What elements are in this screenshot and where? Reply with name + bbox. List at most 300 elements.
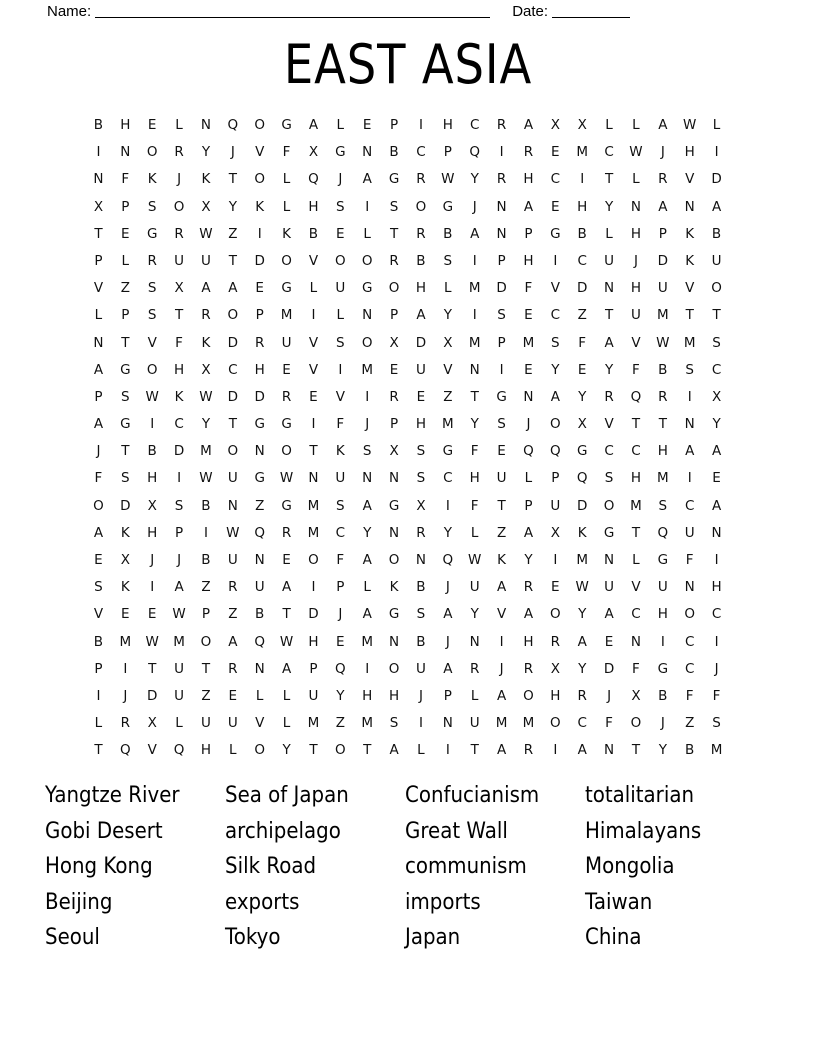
grid-letter[interactable]: X (201, 361, 211, 378)
grid-letter[interactable]: Z (201, 579, 211, 596)
grid-letter[interactable]: Q (227, 117, 239, 133)
grid-letter[interactable]: X (93, 198, 104, 215)
grid-letter[interactable]: B (389, 144, 399, 161)
grid-letter[interactable]: E (604, 633, 614, 650)
grid-letter[interactable]: S (336, 198, 345, 215)
grid-letter[interactable]: L (336, 117, 345, 133)
grid-letter[interactable]: G (281, 497, 292, 514)
grid-letter[interactable]: A (174, 579, 184, 596)
grid-letter[interactable]: O (334, 252, 346, 269)
grid-letter[interactable]: T (282, 606, 291, 623)
grid-letter[interactable]: P (658, 225, 667, 242)
grid-letter[interactable]: V (147, 334, 157, 351)
grid-letter[interactable]: G (388, 497, 400, 514)
grid-letter[interactable]: M (173, 633, 185, 650)
grid-letter[interactable]: T (658, 416, 667, 433)
grid-letter[interactable]: I (365, 660, 370, 677)
grid-letter[interactable]: V (685, 280, 695, 297)
grid-letter[interactable]: U (684, 524, 695, 541)
grid-letter[interactable]: E (551, 579, 560, 596)
grid-letter[interactable]: R (658, 388, 668, 405)
grid-letter[interactable]: Z (335, 715, 345, 732)
grid-letter[interactable]: U (469, 579, 480, 596)
grid-letter[interactable]: Y (363, 524, 372, 541)
grid-letter[interactable]: T (470, 388, 479, 405)
grid-letter[interactable]: G (442, 198, 454, 215)
grid-letter[interactable]: M (576, 144, 589, 161)
grid-letter[interactable]: T (228, 252, 237, 269)
grid-letter[interactable]: F (94, 470, 103, 487)
grid-letter[interactable]: C (604, 144, 614, 161)
grid-letter[interactable]: M (307, 524, 320, 541)
grid-letter[interactable]: Y (201, 416, 211, 433)
grid-letter[interactable]: P (121, 307, 130, 324)
grid-letter[interactable]: A (577, 633, 587, 650)
grid-letter[interactable]: G (146, 225, 158, 242)
grid-letter[interactable]: X (147, 497, 157, 514)
grid-letter[interactable]: A (362, 171, 372, 188)
grid-letter[interactable]: Y (443, 307, 452, 324)
grid-letter[interactable]: H (147, 524, 158, 541)
grid-letter[interactable]: N (93, 171, 104, 188)
grid-letter[interactable]: M (307, 715, 320, 732)
grid-letter[interactable]: B (201, 497, 211, 514)
grid-letter[interactable]: X (147, 715, 157, 732)
grid-letter[interactable]: E (336, 633, 345, 650)
word-list-item[interactable]: Hong Kong (45, 854, 153, 879)
grid-letter[interactable]: W (279, 470, 294, 487)
grid-letter[interactable]: A (496, 687, 507, 704)
grid-letter[interactable]: R (174, 144, 184, 161)
grid-letter[interactable]: M (656, 307, 669, 324)
grid-letter[interactable]: O (630, 715, 642, 732)
grid-letter[interactable]: U (415, 361, 426, 378)
grid-letter[interactable]: G (657, 552, 669, 568)
grid-letter[interactable]: A (362, 497, 372, 514)
grid-letter[interactable]: N (604, 552, 615, 568)
grid-letter[interactable]: F (470, 497, 479, 514)
grid-letter[interactable]: G (361, 280, 373, 297)
grid-letter[interactable]: N (362, 144, 373, 161)
word-list-item[interactable]: exports (225, 889, 300, 915)
grid-letter[interactable]: R (281, 524, 292, 541)
grid-letter[interactable]: T (148, 660, 157, 677)
grid-letter[interactable]: N (469, 361, 480, 378)
grid-letter[interactable]: L (470, 687, 479, 704)
grid-letter[interactable]: L (632, 117, 640, 133)
grid-letter[interactable]: G (442, 443, 454, 460)
grid-letter[interactable]: S (147, 198, 157, 215)
word-list-item[interactable]: Tokyo (225, 925, 281, 950)
grid-letter[interactable]: L (363, 225, 371, 242)
grid-letter[interactable]: P (94, 388, 103, 405)
grid-letter[interactable]: N (523, 388, 534, 405)
grid-letter[interactable]: G (120, 416, 131, 433)
grid-letter[interactable]: W (199, 225, 213, 242)
grid-letter[interactable]: J (338, 606, 343, 623)
grid-letter[interactable]: R (496, 171, 507, 188)
grid-letter[interactable]: J (365, 416, 370, 433)
grid-letter[interactable]: J (445, 579, 450, 596)
grid-letter[interactable]: I (150, 416, 155, 433)
grid-letter[interactable]: O (254, 117, 265, 133)
grid-letter[interactable]: A (604, 334, 614, 351)
grid-letter[interactable]: U (200, 252, 211, 269)
grid-letter[interactable]: T (201, 660, 211, 677)
grid-letter[interactable]: Y (604, 361, 614, 378)
grid-letter[interactable]: S (712, 715, 721, 732)
grid-letter[interactable]: O (227, 307, 239, 324)
grid-letter[interactable]: U (335, 470, 346, 487)
word-list-item[interactable]: archipelago (225, 818, 341, 844)
grid-letter[interactable]: D (120, 497, 131, 514)
grid-letter[interactable]: L (282, 687, 291, 704)
grid-letter[interactable]: X (550, 660, 560, 677)
grid-letter[interactable]: H (523, 252, 534, 269)
grid-letter[interactable]: A (523, 606, 534, 623)
grid-letter[interactable]: E (524, 307, 533, 324)
grid-letter[interactable]: L (255, 687, 264, 704)
grid-letter[interactable]: Y (282, 742, 291, 759)
grid-letter[interactable]: N (684, 579, 695, 596)
grid-letter[interactable]: R (577, 687, 587, 704)
grid-letter[interactable]: V (308, 361, 319, 378)
grid-letter[interactable]: Q (630, 388, 642, 405)
grid-letter[interactable]: E (147, 606, 157, 623)
grid-letter[interactable]: V (93, 280, 104, 297)
grid-letter[interactable]: I (123, 660, 128, 677)
grid-letter[interactable]: E (497, 443, 506, 460)
grid-letter[interactable]: E (282, 361, 291, 378)
grid-letter[interactable]: K (255, 198, 265, 215)
grid-letter[interactable]: I (714, 633, 719, 650)
grid-letter[interactable]: A (496, 579, 507, 596)
grid-letter[interactable]: S (121, 470, 130, 487)
grid-letter[interactable]: H (388, 687, 400, 704)
grid-letter[interactable]: C (550, 171, 561, 188)
grid-letter[interactable]: M (576, 552, 589, 568)
grid-letter[interactable]: H (630, 280, 642, 297)
grid-letter[interactable]: T (309, 742, 318, 759)
grid-letter[interactable]: R (281, 388, 292, 405)
grid-letter[interactable]: M (522, 334, 535, 351)
grid-letter[interactable]: K (685, 252, 695, 269)
grid-letter[interactable]: C (335, 524, 346, 541)
grid-letter[interactable]: V (631, 334, 641, 351)
grid-letter[interactable]: M (710, 742, 723, 759)
grid-letter[interactable]: R (658, 171, 668, 188)
grid-letter[interactable]: B (255, 606, 265, 623)
grid-letter[interactable]: H (120, 117, 131, 133)
grid-letter[interactable]: H (415, 280, 427, 297)
grid-letter[interactable]: S (416, 470, 426, 487)
grid-letter[interactable]: M (280, 307, 293, 324)
grid-letter[interactable]: A (201, 280, 211, 297)
grid-letter[interactable]: O (711, 280, 722, 297)
grid-letter[interactable]: F (632, 660, 640, 677)
grid-letter[interactable]: H (415, 416, 427, 433)
grid-letter[interactable]: N (415, 552, 426, 568)
grid-letter[interactable]: G (281, 280, 292, 297)
grid-letter[interactable]: H (630, 470, 642, 487)
grid-letter[interactable]: U (174, 252, 184, 269)
grid-letter[interactable]: V (255, 715, 265, 732)
grid-letter[interactable]: M (468, 334, 481, 351)
grid-letter[interactable]: C (174, 416, 184, 433)
grid-letter[interactable]: X (201, 198, 211, 215)
grid-letter[interactable]: K (577, 524, 587, 541)
grid-letter[interactable]: M (656, 470, 669, 487)
grid-letter[interactable]: O (254, 742, 265, 759)
grid-letter[interactable]: B (147, 443, 157, 460)
word-list-item[interactable]: communism (405, 854, 527, 879)
grid-letter[interactable]: O (361, 252, 373, 269)
grid-letter[interactable]: O (388, 660, 400, 677)
grid-letter[interactable]: X (443, 334, 453, 351)
grid-letter[interactable]: X (389, 334, 399, 351)
grid-letter[interactable]: N (711, 524, 722, 541)
grid-letter[interactable]: F (470, 443, 479, 460)
grid-letter[interactable]: N (496, 225, 507, 242)
grid-letter[interactable]: F (605, 715, 613, 732)
grid-letter[interactable]: N (469, 633, 480, 650)
grid-letter[interactable]: H (523, 633, 534, 650)
grid-letter[interactable]: M (630, 497, 642, 514)
grid-letter[interactable]: I (445, 497, 450, 514)
grid-letter[interactable]: H (657, 443, 668, 460)
grid-letter[interactable]: O (200, 633, 212, 650)
grid-letter[interactable]: S (389, 715, 399, 732)
grid-letter[interactable]: M (441, 416, 454, 433)
grid-letter[interactable]: L (121, 252, 130, 269)
name-write-line[interactable] (95, 3, 490, 18)
grid-letter[interactable]: O (549, 416, 561, 433)
grid-letter[interactable]: J (177, 171, 182, 188)
grid-letter[interactable]: D (711, 171, 722, 188)
grid-letter[interactable]: P (309, 660, 318, 677)
grid-letter[interactable]: E (309, 388, 318, 405)
grid-letter[interactable]: R (389, 388, 399, 405)
grid-letter[interactable]: U (174, 687, 184, 704)
grid-letter[interactable]: J (445, 633, 450, 650)
grid-letter[interactable]: I (150, 579, 155, 596)
grid-letter[interactable]: H (657, 606, 668, 623)
grid-letter[interactable]: P (94, 252, 103, 269)
grid-letter[interactable]: Z (228, 225, 238, 242)
grid-letter[interactable]: I (311, 416, 316, 433)
grid-letter[interactable]: C (631, 606, 641, 623)
grid-letter[interactable]: S (551, 334, 560, 351)
grid-letter[interactable]: W (145, 388, 159, 405)
grid-letter[interactable]: U (711, 252, 722, 269)
grid-letter[interactable]: R (389, 252, 399, 269)
grid-letter[interactable]: L (417, 742, 425, 759)
grid-letter[interactable]: O (415, 198, 427, 215)
grid-letter[interactable]: N (389, 524, 400, 541)
grid-letter[interactable]: H (362, 687, 373, 704)
grid-letter[interactable]: B (711, 225, 722, 242)
grid-letter[interactable]: Y (470, 606, 479, 623)
grid-letter[interactable]: A (443, 660, 453, 677)
grid-letter[interactable]: N (604, 742, 615, 759)
grid-letter[interactable]: P (336, 579, 345, 596)
grid-letter[interactable]: U (550, 497, 561, 514)
grid-letter[interactable]: C (469, 117, 480, 133)
grid-letter[interactable]: J (633, 252, 638, 269)
grid-letter[interactable]: N (93, 334, 104, 351)
grid-letter[interactable]: Q (308, 171, 319, 188)
grid-letter[interactable]: A (711, 497, 722, 514)
grid-letter[interactable]: P (524, 497, 533, 514)
grid-letter[interactable]: G (576, 443, 588, 460)
grid-letter[interactable]: H (550, 687, 561, 704)
grid-letter[interactable]: T (497, 497, 506, 514)
grid-letter[interactable]: N (604, 280, 615, 297)
grid-letter[interactable]: T (389, 225, 399, 242)
grid-letter[interactable]: I (472, 307, 477, 324)
grid-letter[interactable]: T (363, 742, 372, 759)
grid-letter[interactable]: T (470, 742, 479, 759)
grid-letter[interactable]: X (120, 552, 130, 568)
grid-letter[interactable]: G (335, 144, 346, 161)
grid-letter[interactable]: I (687, 470, 692, 487)
word-list-item[interactable]: Taiwan (585, 889, 653, 915)
grid-letter[interactable]: B (416, 633, 426, 650)
grid-letter[interactable]: T (121, 443, 130, 460)
grid-letter[interactable]: Y (578, 660, 587, 677)
grid-letter[interactable]: H (442, 117, 453, 133)
grid-letter[interactable]: D (576, 497, 588, 514)
grid-letter[interactable]: X (550, 524, 560, 541)
grid-letter[interactable]: A (550, 388, 560, 405)
grid-letter[interactable]: T (604, 307, 614, 324)
grid-letter[interactable]: U (469, 715, 480, 732)
grid-letter[interactable]: Z (228, 606, 238, 623)
grid-letter[interactable]: S (336, 497, 345, 514)
grid-letter[interactable]: O (361, 334, 373, 351)
grid-letter[interactable]: K (335, 443, 345, 460)
grid-letter[interactable]: N (684, 416, 695, 433)
grid-letter[interactable]: D (254, 388, 265, 405)
grid-letter[interactable]: K (120, 579, 130, 596)
grid-letter[interactable]: Q (119, 742, 131, 759)
grid-letter[interactable]: E (228, 687, 238, 704)
grid-letter[interactable]: T (94, 742, 103, 759)
grid-letter[interactable]: U (227, 470, 238, 487)
grid-letter[interactable]: V (255, 144, 265, 161)
grid-letter[interactable]: L (524, 470, 533, 487)
grid-letter[interactable]: N (362, 307, 373, 324)
grid-letter[interactable]: W (145, 633, 159, 650)
grid-letter[interactable]: S (94, 579, 103, 596)
grid-letter[interactable]: M (361, 633, 374, 650)
grid-letter[interactable]: X (174, 280, 184, 297)
grid-letter[interactable]: R (496, 117, 507, 133)
grid-letter[interactable]: L (444, 280, 452, 297)
grid-letter[interactable]: S (416, 443, 426, 460)
grid-letter[interactable]: L (632, 171, 640, 188)
grid-letter[interactable]: C (228, 361, 238, 378)
grid-letter[interactable]: A (523, 524, 534, 541)
grid-letter[interactable]: Z (443, 388, 453, 405)
grid-letter[interactable]: S (443, 252, 453, 269)
grid-letter[interactable]: E (389, 361, 399, 378)
grid-letter[interactable]: M (495, 715, 508, 732)
grid-letter[interactable]: D (603, 660, 615, 677)
grid-letter[interactable]: Y (201, 144, 211, 161)
grid-letter[interactable]: L (336, 307, 345, 324)
grid-letter[interactable]: W (199, 470, 213, 487)
grid-letter[interactable]: C (443, 470, 453, 487)
grid-letter[interactable]: G (254, 416, 265, 433)
grid-letter[interactable]: O (146, 361, 158, 378)
grid-letter[interactable]: I (499, 144, 504, 161)
grid-letter[interactable]: O (281, 252, 292, 269)
grid-letter[interactable]: C (631, 443, 641, 460)
grid-letter[interactable]: T (228, 171, 237, 188)
grid-letter[interactable]: A (523, 117, 534, 133)
grid-letter[interactable]: A (389, 742, 399, 759)
grid-letter[interactable]: N (362, 470, 373, 487)
grid-letter[interactable]: Y (443, 524, 452, 541)
grid-letter[interactable]: J (472, 198, 477, 215)
grid-letter[interactable]: W (629, 144, 643, 161)
grid-letter[interactable]: B (93, 633, 104, 650)
grid-letter[interactable]: I (660, 633, 665, 650)
grid-letter[interactable]: X (631, 687, 641, 704)
grid-letter[interactable]: H (469, 470, 480, 487)
grid-letter[interactable]: T (631, 524, 641, 541)
grid-letter[interactable]: F (578, 334, 587, 351)
grid-letter[interactable]: P (121, 198, 130, 215)
grid-letter[interactable]: I (365, 198, 370, 215)
word-list-item[interactable]: Seoul (45, 925, 100, 950)
grid-letter[interactable]: B (685, 742, 695, 759)
grid-letter[interactable]: A (281, 579, 292, 596)
grid-letter[interactable]: J (607, 687, 612, 704)
grid-letter[interactable]: T (631, 742, 641, 759)
grid-letter[interactable]: D (496, 280, 507, 297)
grid-letter[interactable]: G (550, 225, 561, 242)
grid-letter[interactable]: G (254, 470, 265, 487)
grid-letter[interactable]: R (416, 225, 426, 242)
grid-letter[interactable]: D (173, 443, 185, 460)
grid-letter[interactable]: R (416, 171, 426, 188)
grid-letter[interactable]: P (497, 334, 506, 351)
grid-letter[interactable]: P (443, 687, 452, 704)
grid-letter[interactable]: N (389, 470, 400, 487)
grid-letter[interactable]: A (228, 633, 238, 650)
grid-letter[interactable]: I (687, 388, 692, 405)
grid-letter[interactable]: I (553, 742, 558, 759)
grid-letter[interactable]: L (309, 280, 318, 297)
grid-letter[interactable]: L (605, 225, 613, 242)
grid-letter[interactable]: A (470, 225, 480, 242)
grid-letter[interactable]: O (334, 742, 346, 759)
grid-letter[interactable]: B (93, 117, 104, 133)
grid-letter[interactable]: P (497, 252, 506, 269)
grid-letter[interactable]: V (631, 579, 641, 596)
grid-letter[interactable]: P (389, 416, 399, 433)
grid-letter[interactable]: B (658, 361, 668, 378)
grid-letter[interactable]: U (415, 660, 426, 677)
grid-letter[interactable]: W (468, 552, 482, 568)
grid-letter[interactable]: C (711, 606, 722, 623)
word-list-item[interactable]: totalitarian (585, 783, 694, 808)
grid-letter[interactable]: I (553, 252, 558, 269)
grid-letter[interactable]: Z (201, 687, 211, 704)
grid-letter[interactable]: G (657, 660, 669, 677)
